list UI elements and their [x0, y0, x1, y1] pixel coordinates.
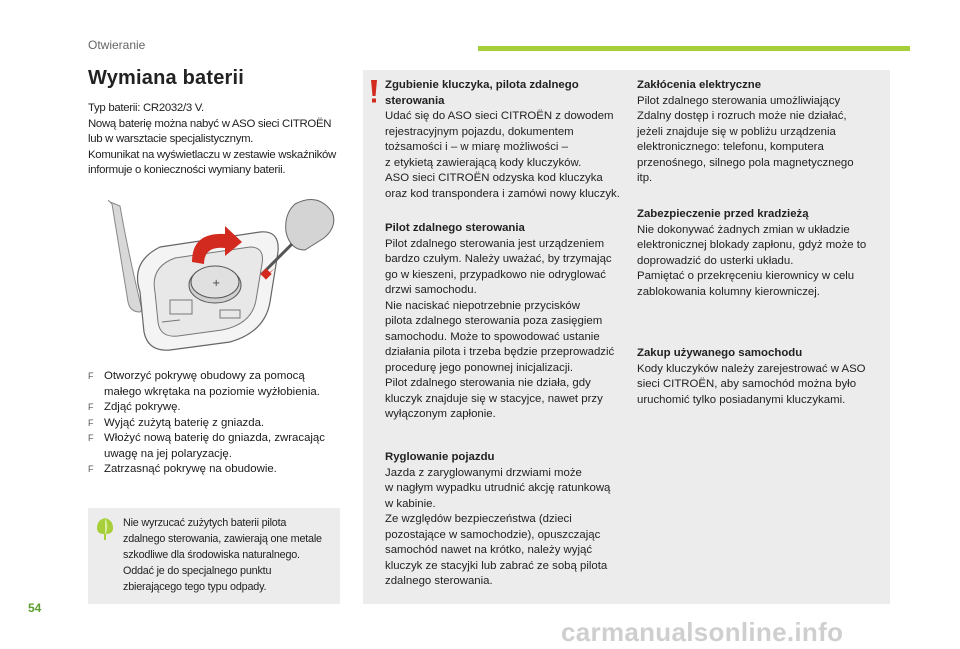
watermark: carmanualsonline.info: [561, 617, 844, 647]
intro-text: [88, 101, 353, 179]
block-heading: Pilot zdalnego sterowania: [385, 222, 525, 234]
list-item: F Otworzyć pokrywę obudowy za pomocą małego wkrętaka na poziomie wyżłobienia.: [88, 370, 320, 398]
block-heading: Ryglowanie pojazdu: [385, 451, 495, 463]
page-number: 54: [28, 601, 42, 615]
svg-text:+: +: [212, 278, 221, 289]
list-item: F Wyjąć zużytą baterię z gniazda.: [88, 416, 348, 432]
intro-line: lub w warsztacie specjalistycznym.: [88, 133, 254, 145]
step-bullet-icon: F: [88, 433, 94, 443]
block-heading: Zakłócenia elektryczne: [637, 79, 762, 91]
block-used-car-purchase: Zakup używanego samochodu Kody kluczyków należy zarejestrować w ASO sieci CITROËN, aby samochód można było uruchomić tylko posiadanymi kluczykami.: [637, 346, 887, 408]
intro-line: informuje o konieczności wymiany baterii.: [88, 164, 286, 176]
block-heading: sterowania: [385, 94, 445, 107]
intro-line: Nową baterię można nabyć w ASO sieci CITROËN: [88, 117, 332, 130]
block-heading: Zakup używanego samochodu: [637, 347, 803, 359]
block-heading: Zabezpieczenie przed kradzieżą: [637, 208, 809, 220]
list-item: F Włożyć nową baterię do gniazda, zwracając uwagę na jej polaryzację.: [88, 432, 325, 460]
key-fob-battery-illustration: [100, 192, 350, 357]
intro-line: Typ baterii: CR2032/3 V.: [88, 102, 204, 114]
step-bullet-icon: F: [88, 417, 94, 428]
warning-exclamation-icon: [370, 80, 378, 104]
block-remote-control: Pilot zdalnego sterowania Pilot zdalnego sterowania jest urządzeniem bardzo czułym. Należy uważać, by trzymając go w kieszeni, przypadkowo nie odryglować drzwi samochodu. Nie naciskać niepotrzebnie przycisków pilota zdalnego sterowania poza zasięgiem samochodu. Może to spowodować ustanie działania pilota i trzeba będzie przeprowadzić procedurę jego ponownej inicjalizacji. Pilot zdalnego sterowania nie działa, gdy kluczyk znajduje się w stacyjce, nawet przy wyłączonym zapłonie.: [385, 221, 635, 423]
step-bullet-icon: F: [88, 464, 94, 474]
eco-note-box: [88, 508, 340, 604]
block-vehicle-locking: Ryglowanie pojazdu Jazda z zaryglowanymi drzwiami może w nagłym wypadku utrudnić akcję ratunkową w kabinie. Ze względów bezpieczeństwa (dzieci pozostające w samochodzie), opuszczając samochód nawet na krótko, należy wyjąć kluczyk ze stacyjki lub zabrać ze sobą pilota zdalnego sterowania.: [385, 450, 635, 590]
list-item: F Zdjąć pokrywę.: [88, 400, 348, 416]
step-bullet-icon: F: [88, 402, 94, 412]
block-heading: Zgubienie kluczyka, pilota zdalnego: [385, 79, 579, 91]
eco-note-text: Nie wyrzucać zużytych baterii pilota zdalnego sterowania, zawierają one metale szkodliwe dla środowiska naturalnego. Oddać je do specjalnego punktu zbierającego tego typu odpady.: [123, 517, 322, 593]
eco-tree-icon: [95, 517, 115, 541]
list-item: F Zatrzasnąć pokrywę na obudowie.: [88, 462, 348, 478]
intro-line: Komunikat na wyświetlaczu w zestawie wskaźników: [88, 148, 336, 161]
block-anti-theft: Zabezpieczenie przed kradzieżą Nie dokonywać żadnych zmian w układzie elektronicznej blokady zapłonu, gdyż może to doprowadzić do usterki układu. Pamiętać o przekręceniu kierownicy w celu zablokowania kolumny kierowniczej.: [637, 207, 887, 300]
section-label: Otwieranie: [88, 38, 146, 52]
steps-list: [88, 369, 348, 478]
step-bullet-icon: F: [88, 371, 94, 381]
block-key-loss: Zgubienie kluczyka, pilota zdalnego sterowania Udać się do ASO sieci CITROËN z dowodem rejestracyjnym pojazdu, dokumentem tożsamości i – w miarę możliwości – z etykietą zawierającą kody kluczyków. ASO sieci CITROËN odzyska kod kluczyka oraz kod transpondera i zamówi nowy kluczyk.: [385, 78, 630, 202]
header-accent-bar: [478, 46, 910, 51]
block-electrical-interference: Zakłócenia elektryczne Pilot zdalnego sterowania umożliwiający Zdalny dostęp i rozruch może nie działać, jeżeli znajduje się w pobliżu urządzenia elektronicznego: telefonu, komputera przenośnego, silnego pola magnetycznego itp.: [637, 78, 887, 187]
page-title: Wymiana baterii: [88, 67, 245, 89]
